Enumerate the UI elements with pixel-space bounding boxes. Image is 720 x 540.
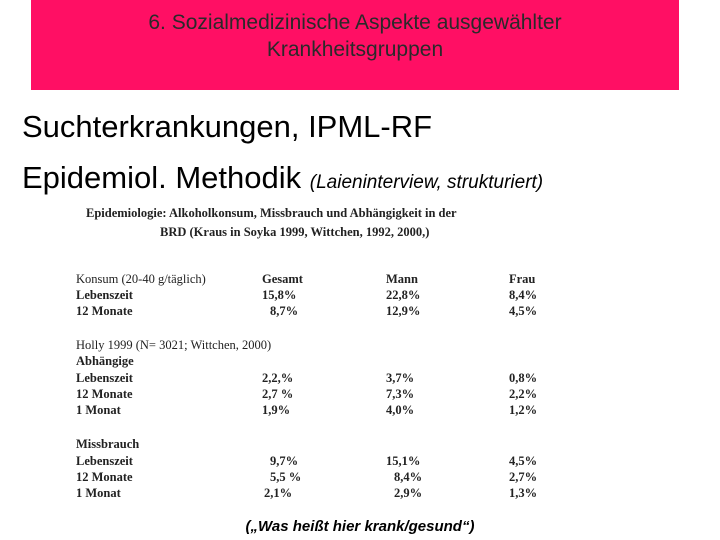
- column-header-frau: Frau: [509, 272, 536, 286]
- table-cell-frau: 4,5%: [509, 304, 538, 318]
- table-cell-frau: 0,8%: [509, 371, 538, 385]
- table-cell-gesamt: 15,8%: [262, 288, 297, 302]
- table-cell-mann: 7,3%: [386, 387, 415, 401]
- table-cell-mann: 22,8%: [386, 288, 421, 302]
- heading-line-2-main: Epidemiol. Methodik: [22, 160, 302, 195]
- table-cell-gesamt: 2,7 %: [262, 387, 294, 401]
- column-header-mann: Mann: [386, 272, 418, 286]
- table-cell-mann: 8,4%: [394, 470, 423, 484]
- title-banner: [31, 0, 679, 90]
- heading-line-1: Suchterkrankungen, IPML-RF: [22, 109, 433, 144]
- slide-title-line-1: 6. Sozialmedizinische Aspekte ausgewählter: [148, 11, 562, 34]
- table-cell-mann: 15,1%: [386, 454, 421, 468]
- table-cell-frau: 2,7%: [509, 470, 538, 484]
- heading-line-2-sub: (Laieninterview, strukturiert): [309, 172, 544, 193]
- table-row-label: 12 Monate: [76, 387, 133, 401]
- table-row-label: 12 Monate: [76, 470, 133, 484]
- table-cell-frau: 1,3%: [509, 486, 538, 500]
- section-1-header-label: Konsum (20-40 g/täglich): [76, 272, 206, 286]
- table-cell-gesamt: 1,9%: [262, 403, 291, 417]
- table-cell-gesamt: 2,1%: [264, 486, 293, 500]
- table-cell-frau: 8,4%: [509, 288, 538, 302]
- table-row-label: 1 Monat: [76, 486, 121, 500]
- table-cell-mann: 4,0%: [386, 403, 415, 417]
- section-2-header-label: Abhängige: [76, 354, 134, 368]
- table-cell-frau: 1,2%: [509, 403, 538, 417]
- table-cell-gesamt: 8,7%: [270, 304, 299, 318]
- table-cell-frau: 2,2%: [509, 387, 538, 401]
- table-caption-line-1: Epidemiologie: Alkoholkonsum, Missbrauch und Abhängigkeit in der: [86, 206, 457, 220]
- section-3-header-label: Missbrauch: [76, 437, 140, 451]
- table-cell-mann: 2,9%: [394, 486, 423, 500]
- column-header-gesamt: Gesamt: [262, 272, 303, 286]
- table-cell-gesamt: 2,2,%: [262, 371, 294, 385]
- table-row-label: Lebenszeit: [76, 454, 133, 468]
- section-2-source: Holly 1999 (N= 3021; Wittchen, 2000): [76, 338, 272, 352]
- table-cell-frau: 4,5%: [509, 454, 538, 468]
- table-cell-mann: 3,7%: [386, 371, 415, 385]
- table-caption-line-2: BRD (Kraus in Soyka 1999, Wittchen, 1992, 2000,): [160, 225, 430, 239]
- table-cell-mann: 12,9%: [386, 304, 421, 318]
- heading-line-2: [22, 160, 543, 201]
- footer-quote: („Was heißt hier krank/gesund“): [245, 518, 475, 535]
- table-row-label: 12 Monate: [76, 304, 133, 318]
- table-row-label: 1 Monat: [76, 403, 121, 417]
- table-cell-gesamt: 5,5 %: [270, 470, 302, 484]
- table-row-label: Lebenszeit: [76, 288, 133, 302]
- table-row-label: Lebenszeit: [76, 371, 133, 385]
- table-cell-gesamt: 9,7%: [270, 454, 299, 468]
- slide-title-line-2: Krankheitsgruppen: [266, 38, 444, 61]
